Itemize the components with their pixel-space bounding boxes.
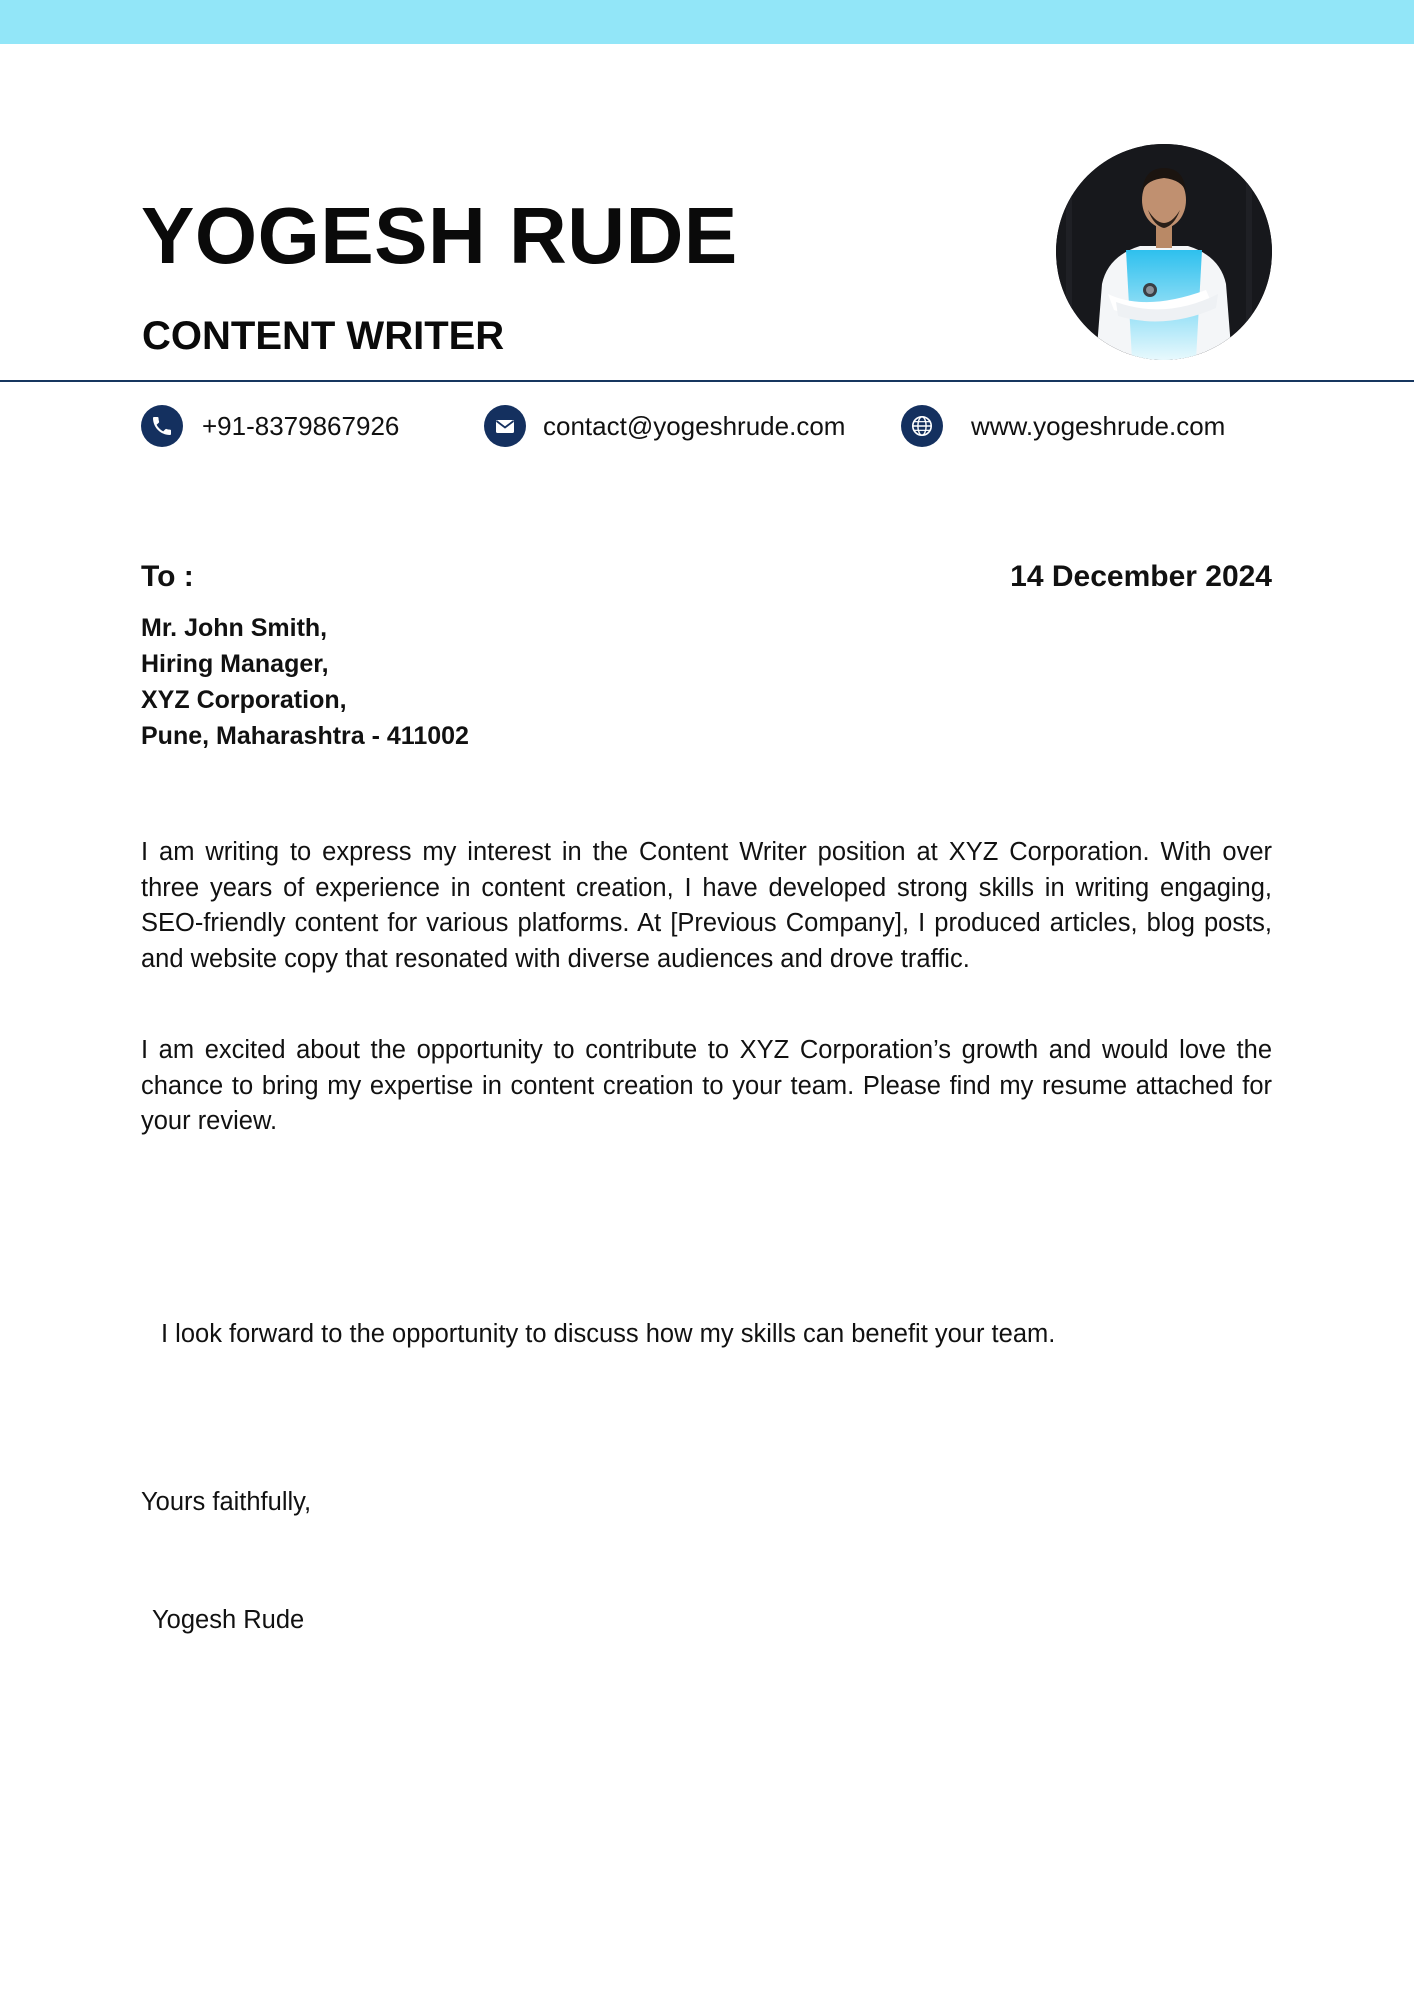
recipient-company: XYZ Corporation,	[141, 686, 347, 714]
phone-number[interactable]: +91-8379867926	[202, 410, 400, 441]
profile-photo	[1056, 144, 1272, 360]
top-accent-bar	[0, 0, 1414, 44]
contact-website	[901, 404, 1225, 448]
email-address[interactable]: contact@yogeshrude.com	[543, 410, 846, 441]
globe-icon	[901, 405, 943, 447]
website-url[interactable]: www.yogeshrude.com	[971, 410, 1226, 441]
recipient-address	[141, 610, 469, 754]
body-paragraph-2: I am excited about the opportunity to contribute to XYZ Corporation’s growth and would love the chance to bring my expertise in content creation to your team. Please find my resume attached for your review.	[141, 1036, 1272, 1135]
contact-phone	[141, 404, 399, 448]
recipient-name: Mr. John Smith,	[141, 614, 328, 642]
closing-line: I look forward to the opportunity to discuss how my skills can benefit your team.	[161, 1320, 1056, 1348]
recipient-label: To :	[141, 560, 194, 593]
mail-icon	[484, 405, 526, 447]
salutation: Yours faithfully,	[141, 1488, 312, 1516]
header-divider	[0, 380, 1414, 382]
applicant-name: YOGESH RUDE	[141, 191, 738, 280]
job-title: CONTENT WRITER	[142, 314, 505, 358]
signature-name: Yogesh Rude	[152, 1606, 305, 1634]
phone-icon	[141, 405, 183, 447]
recipient-location: Pune, Maharashtra - 411002	[141, 722, 469, 750]
recipient-position: Hiring Manager,	[141, 650, 329, 678]
contact-email	[484, 404, 845, 448]
letter-date: 14 December 2024	[1010, 560, 1272, 593]
body-paragraph-1: I am writing to express my interest in the Content Writer position at XYZ Corporation. With over three years of experience in content creation, I have developed strong skills in writing engaging, SEO-friendly content for various platforms. At [Previous Company], I produced articles, blog posts, and website copy that resonated with diverse audiences and drove traffic.	[141, 838, 1272, 973]
